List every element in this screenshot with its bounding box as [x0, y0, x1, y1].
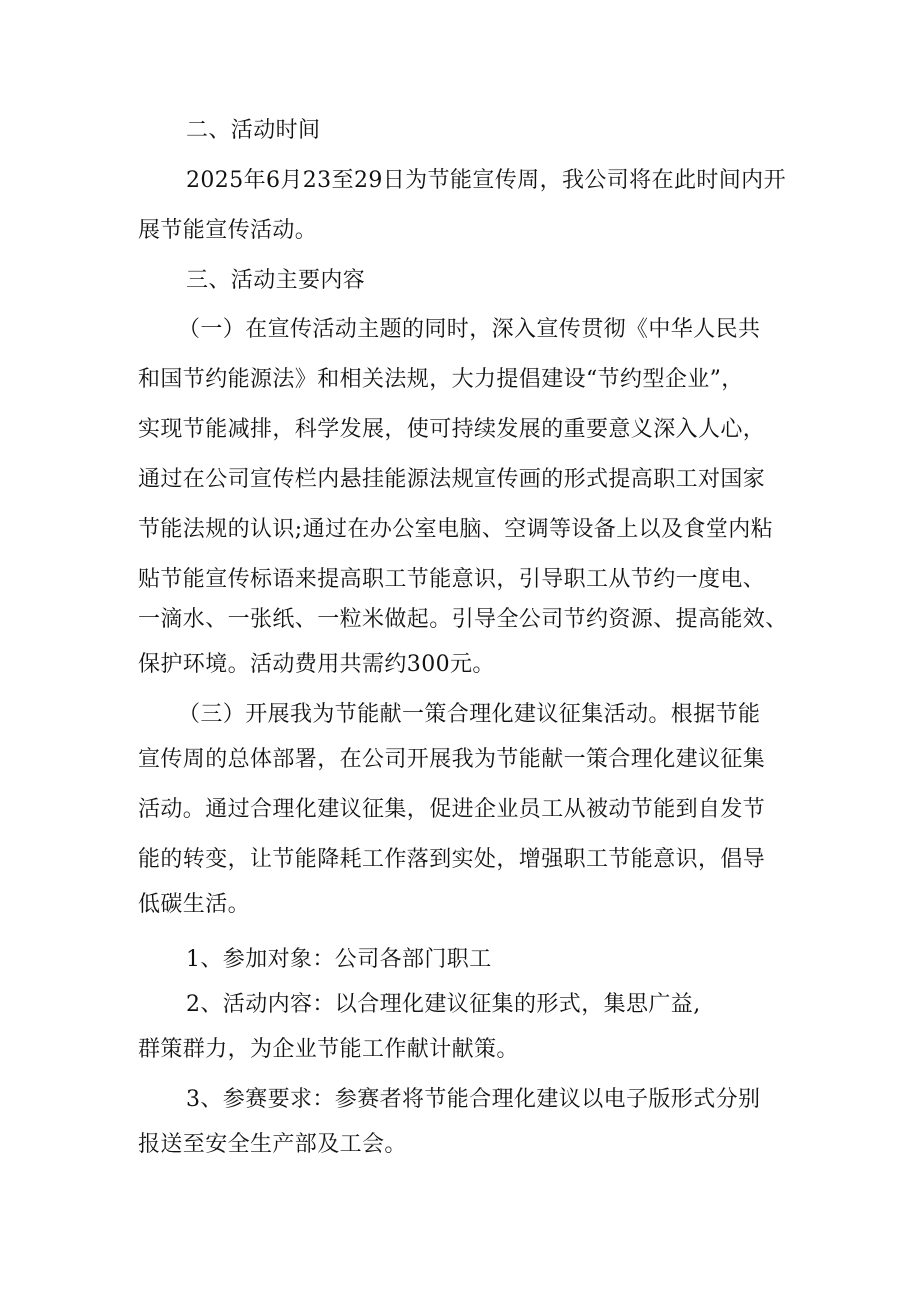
activity-time-line-1: 2025年6月23至29日为节能宣传周，我公司将在此时间内开 — [186, 168, 786, 193]
point2-line-2: 群策群力，为企业节能工作献计献策。 — [138, 1037, 519, 1062]
item1-line-6: 贴节能宣传标语来提高职工节能意识，引导职工从节约一度电、 — [138, 567, 766, 592]
item3-line-5: 低碳生活。 — [138, 892, 251, 917]
item3-line-2: 宣传周的总体部署，在公司开展我为节能献一策合理化建议征集 — [138, 747, 766, 772]
item1-line-4: 通过在公司宣传栏内悬挂能源法规宣传画的形式提高职工对国家 — [138, 467, 766, 492]
item1-line-2: 和国节约能源法》和相关法规，大力提倡建设“节约型企业”， — [138, 367, 744, 392]
item3-line-4: 能的转变，让节能降耗工作落到实处，增强职工节能意识，倡导 — [138, 847, 766, 872]
point3-line-2: 报送至安全生产部及工会。 — [138, 1132, 407, 1157]
activity-time-line-2: 展节能宣传活动。 — [138, 218, 318, 243]
item1-line-1: （一）在宣传活动主题的同时，深入宣传贯彻《中华人民共 — [178, 317, 761, 342]
item3-line-3: 活动。通过合理化建议征集，促进企业员工从被动节能到自发节 — [138, 797, 766, 822]
section-heading-activity-time: 二、活动时间 — [186, 118, 321, 143]
point3-line-1: 3、参赛要求：参赛者将节能合理化建议以电子版形式分别 — [186, 1087, 761, 1112]
item1-line-7: 一滴水、一张纸、一粒米做起。引导全公司节约资源、提高能效、 — [138, 607, 788, 632]
section-heading-main-content: 三、活动主要内容 — [186, 268, 366, 293]
point2-line-1: 2、活动内容：以合理化建议征集的形式，集思广益, — [186, 992, 701, 1017]
item1-line-8: 保护环境。活动费用共需约300元。 — [138, 652, 495, 677]
item1-line-3: 实现节能减排，科学发展，使可持续发展的重要意义深入人心， — [138, 417, 766, 442]
point1-line: 1、参加对象：公司各部门职工 — [186, 947, 492, 972]
item1-line-5: 节能法规的认识;通过在办公室电脑、空调等设备上以及食堂内粘 — [138, 517, 774, 542]
item3-line-1: （三）开展我为节能献一策合理化建议征集活动。根据节能 — [178, 702, 761, 727]
